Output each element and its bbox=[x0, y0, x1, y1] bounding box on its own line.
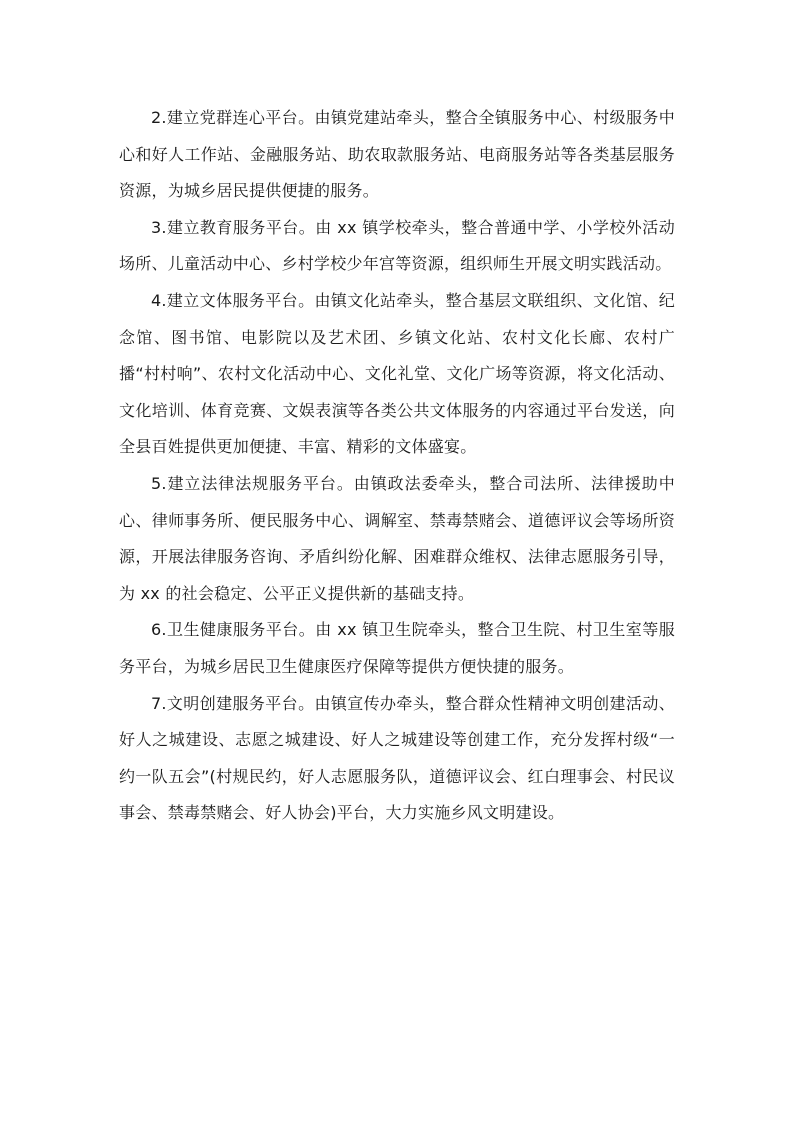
paragraph-party-masses-platform: 2.建立党群连心平台。由镇党建站牵头，整合全镇服务中心、村级服务中心和好人工作站、金融服务站、助农取款服务站、电商服务站等各类基层服务资源，为城乡居民提供便捷的服务。 bbox=[119, 108, 675, 201]
paragraph-education-platform: 3.建立教育服务平台。由 xx 镇学校牵头，整合普通中学、小学校外活动场所、儿童活动中心、乡村学校少年宫等资源，组织师生开展文明实践活动。 bbox=[119, 217, 675, 274]
paragraph-legal-platform: 5.建立法律法规服务平台。由镇政法委牵头，整合司法所、法律援助中心、律师事务所、便民服务中心、调解室、禁毒禁赌会、道德评议会等场所资源，开展法律服务咨询、矛盾纠纷化解、困难群众维权、法律志愿服务引导，为 xx 的社会稳定、公平正义提供新的基础支持。 bbox=[119, 473, 675, 603]
paragraph-civilization-platform: 7.文明创建服务平台。由镇宣传办牵头，整合群众性精神文明创建活动、好人之城建设、志愿之城建设、好人之城建设等创建工作，充分发挥村级“一约一队五会”(村规民约，好人志愿服务队，道德评议会、红白理事会、村民议事会、禁毒禁赌会、好人协会)平台，大力实施乡风文明建设。 bbox=[119, 693, 675, 823]
paragraph-culture-sports-platform: 4.建立文体服务平台。由镇文化站牵头，整合基层文联组织、文化馆、纪念馆、图书馆、电影院以及艺术团、乡镇文化站、农村文化长廊、农村广播“村村响”、农村文化活动中心、文化礼堂、文化广场等资源，将文化活动、文化培训、体育竞赛、文娱表演等各类公共文体服务的内容通过平台发送，向全县百姓提供更加便捷、丰富、精彩的文体盛宴。 bbox=[119, 290, 675, 457]
document-body bbox=[119, 100, 675, 832]
paragraph-health-platform: 6.卫生健康服务平台。由 xx 镇卫生院牵头，整合卫生院、村卫生室等服务平台，为城乡居民卫生健康医疗保障等提供方便快捷的服务。 bbox=[119, 620, 675, 676]
